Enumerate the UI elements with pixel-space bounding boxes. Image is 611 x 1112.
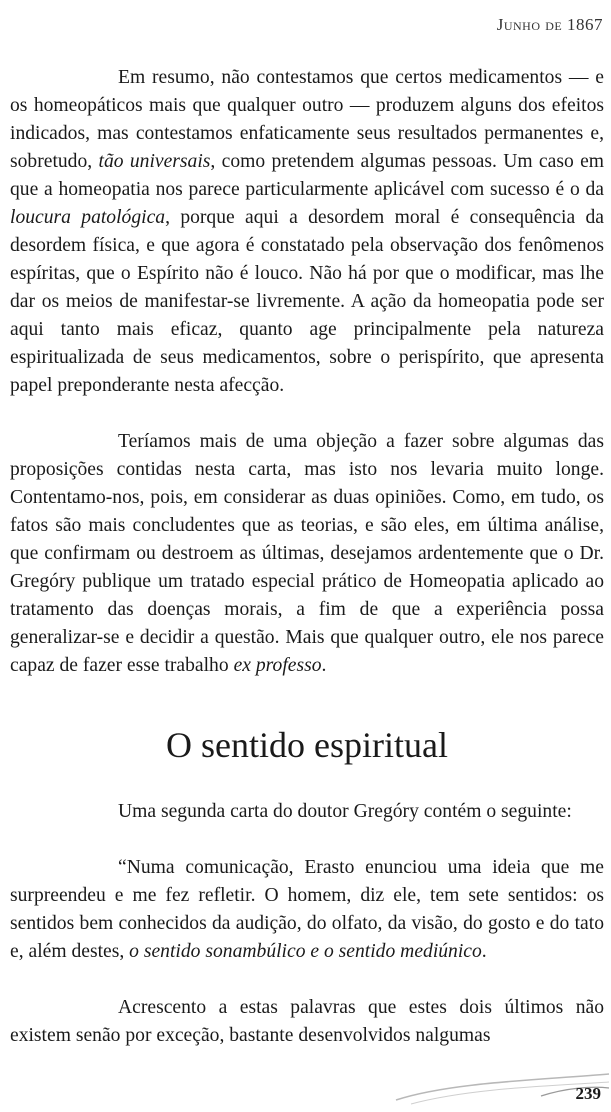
paragraph-2 <box>10 428 604 680</box>
running-head: Junho de 1867 <box>496 15 603 34</box>
text: . <box>321 655 327 676</box>
paragraph-4 <box>10 854 604 966</box>
page-number: 239 <box>575 1084 601 1103</box>
italic-text: o sentido sonambúlico e o sentido mediúnico <box>129 941 482 962</box>
text: Em resumo, não contestamos que certos medicamentos — e os homeopáticos mais que qualquer outro — produzem alguns dos efeitos indicados, mas contestamos enfaticamente seus resultados permanentes e, sobretudo, <box>10 67 604 172</box>
italic-text: tão universais <box>98 151 211 172</box>
italic-text: loucura patológica <box>10 207 166 228</box>
text: . <box>481 941 487 962</box>
paragraph-3: Uma segunda carta do doutor Gregóry contém o seguinte: <box>118 801 572 822</box>
text: Teríamos mais de uma objeção a fazer sobre algumas das proposições contidas nesta carta, mas isto nos levaria muito longe. Contentamo-nos, pois, em considerar as duas opiniões. Como, em tudo, os fatos são mais concludentes que as teorias, e são eles, em última análise, que confirmam ou destroem as últimas, desejamos ardentemente que o Dr. Gregóry publique um tratado especial prático de Homeopatia aplicado ao tratamento das doenças morais, a fim de que a experiência possa generalizar-se e decidir a questão. Mais que qualquer outro, ele nos parece capaz de fazer esse trabalho <box>10 431 604 676</box>
text: , porque aqui a desordem moral é consequência da desordem física, e que agora é constatado pela observação dos fenômenos espíritas, que o Espírito não é louco. Não há por que o modificar, mas lhe dar os meios de manifestar-se livremente. A ação da homeopatia pode ser aqui tanto mais eficaz, quanto age principalmente pela natureza espiritualizada de seus medicamentos, sobre o perispírito, que apresenta papel preponderante nesta afecção. <box>10 207 604 396</box>
paragraph-1 <box>10 64 604 400</box>
section-heading: O sentido espiritual <box>166 725 448 765</box>
text: , como pretendem algumas pessoas. Um caso em que a homeopatia nos parece particularmente aplicável com sucesso é o da <box>10 151 605 200</box>
paragraph-5: Acrescento a estas palavras que estes dois últimos não existem senão por exceção, bastante desenvolvidos nalgumas <box>10 997 604 1046</box>
text: “Numa comunicação, Erasto enunciou uma ideia que me surpreendeu e me fez refletir. O homem, diz ele, tem sete sentidos: os sentidos bem conhecidos da audição, do olfato, da visão, do gosto e do tato e, além destes, <box>10 857 604 962</box>
page-body <box>10 64 604 1050</box>
italic-text: ex professo <box>233 655 322 676</box>
